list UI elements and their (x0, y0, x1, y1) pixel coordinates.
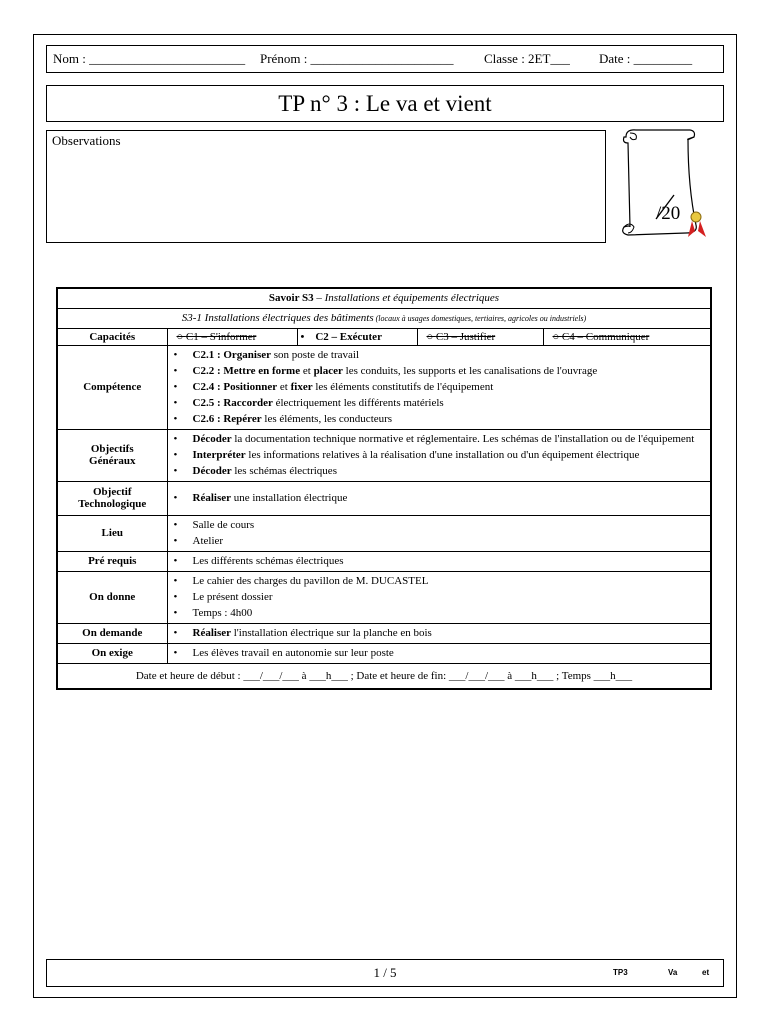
date-field: Date : _________ (599, 51, 693, 66)
lieu-item: • Salle de cours (171, 519, 708, 532)
objectifs-list-cell (167, 429, 711, 481)
page-footer (46, 959, 724, 987)
on-exige-cell (167, 643, 711, 663)
competence-item: • C2.1 : Organiser son poste de travail (171, 349, 708, 362)
savoir-table (56, 287, 712, 690)
objectifs-label: Objectifs Généraux (57, 429, 167, 481)
competence-row (57, 345, 711, 429)
competence-label: Compétence (57, 345, 167, 429)
prerequis-cell (167, 551, 711, 571)
on-donne-row (57, 571, 711, 623)
observations-label: Observations (52, 133, 121, 148)
on-exige-row (57, 643, 711, 663)
on-exige-label: On exige (57, 643, 167, 663)
capacite-c3-label: C3 – Justifier (435, 330, 496, 343)
objectifs-row (57, 429, 711, 481)
objectif-item: • Décoder la documentation technique normative et réglementaire. Les schémas de l'installation ou de l'équipement (171, 433, 708, 446)
score-label: /20 (656, 203, 681, 224)
lieu-row (57, 515, 711, 551)
on-demande-cell (167, 623, 711, 643)
capacite-c2: • C2 – Exécuter (297, 328, 417, 345)
competence-item: • C2.6 : Repérer les éléments, les conducteurs (171, 413, 708, 426)
capacite-c2-label: C2 – Exécuter (315, 330, 382, 343)
lieu-cell (167, 515, 711, 551)
savoir-title: – Installations et équipements électriques (313, 292, 500, 305)
page-title: TP n° 3 : Le va et vient (46, 85, 724, 122)
s31-subtitle: (locaux à usages domestiques, tertiaires, agricoles ou industriels) (373, 314, 587, 323)
on-donne-label: On donne (57, 571, 167, 623)
competence-item: • C2.4 : Positionner et fixer les éléments constitutifs de l'équipement (171, 381, 708, 394)
on-donne-cell (167, 571, 711, 623)
savoir-header (57, 288, 711, 308)
nom-field: Nom : ________________________ (53, 51, 246, 66)
capacite-c3: ○ C3 – Justifier (417, 328, 543, 345)
on-exige-item: • Les élèves travail en autonomie sur leur poste (171, 647, 708, 660)
on-donne-item: • Le cahier des charges du pavillon de M. DUCASTEL (171, 575, 708, 588)
s31-row (57, 308, 711, 328)
observations-box (46, 130, 606, 243)
competence-item: • C2.5 : Raccorder électriquement les différents matériels (171, 397, 708, 410)
objectif-tech-label: Objectif Technologique (57, 481, 167, 515)
on-demande-label: On demande (57, 623, 167, 643)
prerequis-label: Pré requis (57, 551, 167, 571)
lieu-label: Lieu (57, 515, 167, 551)
footer-et: et (702, 968, 710, 977)
on-demande-row (57, 623, 711, 643)
objectif-tech-cell (167, 481, 711, 515)
footer-tp: TP3 (613, 968, 628, 977)
competence-list-cell (167, 345, 711, 429)
on-donne-item: • Le présent dossier (171, 591, 708, 604)
objectif-tech-item: • Réaliser une installation électrique (171, 492, 708, 505)
on-demande-item: • Réaliser l'installation électrique sur la planche en bois (171, 627, 708, 640)
objectif-tech-row (57, 481, 711, 515)
prenom-field: Prénom : ______________________ (260, 51, 454, 66)
objectifs-list (171, 433, 708, 478)
page-number: 1 / 5 (373, 965, 397, 980)
student-info-header (46, 45, 724, 73)
objectif-item: • Interpréter les informations relatives à la réalisation d'une installation ou d'un équipement électrique (171, 449, 708, 462)
competence-item: • C2.2 : Mettre en forme et placer les conduits, les supports et les canalisations de l'ouvrage (171, 365, 708, 378)
on-donne-item: • Temps : 4h00 (171, 607, 708, 620)
capacites-label: Capacités (57, 328, 167, 345)
capacite-c1-label: C1 – S'informer (185, 330, 257, 343)
capacite-c4-label: C4 – Communiquer (561, 330, 650, 343)
lieu-item: • Atelier (171, 535, 708, 548)
capacite-c4: ○ C4 – Communiquer (543, 328, 711, 345)
competence-list (171, 349, 708, 426)
classe-field: Classe : 2ET___ (484, 51, 570, 66)
objectif-item: • Décoder les schémas électriques (171, 465, 708, 478)
prerequis-item: • Les différents schémas électriques (171, 555, 708, 568)
capacites-row (57, 328, 711, 345)
capacite-c1: ○ C1 – S'informer (167, 328, 297, 345)
date-line: Date et heure de début : ___/___/___ à ___h___ ; Date et heure de fin: ___/___/___ à ___h___ ; Temps ___h___ (57, 663, 711, 689)
prerequis-row (57, 551, 711, 571)
s31-title: S3-1 Installations électriques des bâtiments (181, 312, 374, 324)
document-page (33, 34, 737, 998)
footer-va: Va (668, 968, 678, 977)
date-row (57, 663, 711, 689)
savoir-code: Savoir S3 (268, 292, 314, 305)
